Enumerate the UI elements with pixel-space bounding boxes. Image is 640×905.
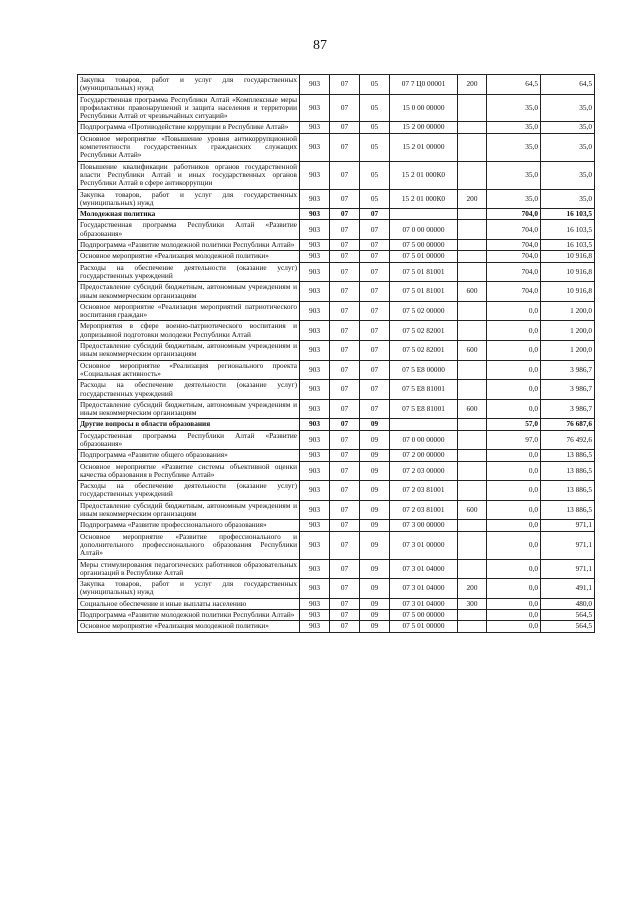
- grbs-code-cell: 903: [300, 341, 330, 361]
- amount-second-cell: 480,0: [541, 598, 595, 609]
- table-row: [78, 380, 595, 400]
- table-row: [78, 161, 595, 189]
- amount-first-cell: 704,0: [487, 209, 541, 220]
- amount-first-cell: 0,0: [487, 520, 541, 531]
- grbs-code-cell: 903: [300, 220, 330, 240]
- amount-second-cell: 491,1: [541, 579, 595, 599]
- amount-first-cell: 35,0: [487, 189, 541, 209]
- section-code-cell: 07: [330, 450, 360, 461]
- expense-type-code-cell: [458, 240, 487, 251]
- expense-type-code-cell: [458, 380, 487, 400]
- grbs-code-cell: 903: [300, 579, 330, 599]
- target-item-code-cell: 07 2 00 00000: [390, 450, 458, 461]
- table-row: [78, 399, 595, 419]
- target-item-code-cell: 07 5 00 00000: [390, 240, 458, 251]
- subsection-code-cell: 07: [360, 220, 390, 240]
- section-code-cell: 07: [330, 360, 360, 380]
- expense-type-code-cell: 600: [458, 399, 487, 419]
- table-row: [78, 251, 595, 262]
- section-code-cell: 07: [330, 301, 360, 321]
- target-item-code-cell: 07 5 01 00000: [390, 251, 458, 262]
- table-row: [78, 450, 595, 461]
- expense-type-code-cell: [458, 461, 487, 481]
- amount-second-cell: 971,1: [541, 520, 595, 531]
- amount-first-cell: 64,5: [487, 75, 541, 95]
- expense-name-cell: Другие вопросы в области образования: [78, 419, 300, 430]
- grbs-code-cell: 903: [300, 133, 330, 161]
- expense-type-code-cell: 600: [458, 282, 487, 302]
- amount-second-cell: 971,1: [541, 559, 595, 579]
- expense-type-code-cell: [458, 94, 487, 122]
- section-code-cell: 07: [330, 399, 360, 419]
- table-row: [78, 531, 595, 559]
- subsection-code-cell: 07: [360, 301, 390, 321]
- amount-first-cell: 57,0: [487, 419, 541, 430]
- expense-name-cell: Основное мероприятие «Развитие профессионального и дополнительного профессионального образования Республики Алтай»: [78, 531, 300, 559]
- subsection-code-cell: 07: [360, 380, 390, 400]
- expense-name-cell: Закупка товаров, работ и услуг для государственных (муниципальных) нужд: [78, 75, 300, 95]
- grbs-code-cell: 903: [300, 122, 330, 133]
- target-item-code-cell: 07 5 02 82001: [390, 321, 458, 341]
- target-item-code-cell: 07 5 E8 81001: [390, 380, 458, 400]
- table-row: [78, 430, 595, 450]
- amount-second-cell: 3 986,7: [541, 380, 595, 400]
- expense-type-code-cell: [458, 122, 487, 133]
- subsection-code-cell: 07: [360, 282, 390, 302]
- subsection-code-cell: 07: [360, 251, 390, 262]
- subsection-code-cell: 07: [360, 209, 390, 220]
- subsection-code-cell: 05: [360, 133, 390, 161]
- subsection-code-cell: 09: [360, 481, 390, 501]
- grbs-code-cell: 903: [300, 161, 330, 189]
- section-code-cell: 07: [330, 500, 360, 520]
- grbs-code-cell: 903: [300, 461, 330, 481]
- table-row: [78, 598, 595, 609]
- grbs-code-cell: 903: [300, 189, 330, 209]
- amount-second-cell: 10 916,8: [541, 262, 595, 282]
- target-item-code-cell: 07 2 03 00000: [390, 461, 458, 481]
- grbs-code-cell: 903: [300, 520, 330, 531]
- target-item-code-cell: 15 2 01 000К0: [390, 161, 458, 189]
- expense-type-code-cell: [458, 301, 487, 321]
- target-item-code-cell: 15 0 00 00000: [390, 94, 458, 122]
- amount-second-cell: 3 986,7: [541, 360, 595, 380]
- target-item-code-cell: 07 0 00 00000: [390, 430, 458, 450]
- section-code-cell: 07: [330, 209, 360, 220]
- target-item-code-cell: 07 3 01 04000: [390, 598, 458, 609]
- table-row: [78, 220, 595, 240]
- table-row: [78, 610, 595, 621]
- section-code-cell: 07: [330, 94, 360, 122]
- expense-name-cell: Подпрограмма «Развитие профессионального образования»: [78, 520, 300, 531]
- expense-type-code-cell: 600: [458, 341, 487, 361]
- target-item-code-cell: 07 5 02 82001: [390, 341, 458, 361]
- expense-name-cell: Государственная программа Республики Алтай «Комплексные меры профилактики правонарушений и защита населения и территории Республики Алтай от чрезвычайных ситуаций»: [78, 94, 300, 122]
- expense-name-cell: Государственная программа Республики Алтай «Развитие образования»: [78, 430, 300, 450]
- grbs-code-cell: 903: [300, 399, 330, 419]
- target-item-code-cell: 07 3 00 00000: [390, 520, 458, 531]
- target-item-code-cell: 07 0 00 00000: [390, 220, 458, 240]
- amount-second-cell: 564,5: [541, 621, 595, 632]
- expense-type-code-cell: [458, 481, 487, 501]
- expense-name-cell: Повышение квалификации работников органов государственной власти Республики Алтай и иных государственных органов Республики Алтай в сфере антикоррупции: [78, 161, 300, 189]
- amount-first-cell: 35,0: [487, 94, 541, 122]
- section-code-cell: 07: [330, 579, 360, 599]
- amount-second-cell: 1 200,0: [541, 341, 595, 361]
- amount-second-cell: 564,5: [541, 610, 595, 621]
- expense-name-cell: Основное мероприятие «Реализация молодежной политики»: [78, 251, 300, 262]
- section-code-cell: 07: [330, 461, 360, 481]
- amount-first-cell: 97,0: [487, 430, 541, 450]
- amount-second-cell: 3 986,7: [541, 399, 595, 419]
- expense-type-code-cell: [458, 321, 487, 341]
- section-code-cell: 07: [330, 621, 360, 632]
- expense-name-cell: Молодежная политика: [78, 209, 300, 220]
- table-row: [78, 621, 595, 632]
- subsection-code-cell: 07: [360, 240, 390, 251]
- expense-type-code-cell: [458, 559, 487, 579]
- target-item-code-cell: 07 3 01 00000: [390, 531, 458, 559]
- subsection-code-cell: 09: [360, 500, 390, 520]
- table-row: [78, 520, 595, 531]
- expense-type-code-cell: [458, 610, 487, 621]
- target-item-code-cell: 15 2 00 00000: [390, 122, 458, 133]
- target-item-code-cell: 07 2 03 81001: [390, 500, 458, 520]
- section-code-cell: 07: [330, 262, 360, 282]
- expense-name-cell: Государственная программа Республики Алтай «Развитие образования»: [78, 220, 300, 240]
- amount-first-cell: 0,0: [487, 341, 541, 361]
- table-row: [78, 94, 595, 122]
- expense-name-cell: Основное мероприятие «Реализация молодежной политики»: [78, 621, 300, 632]
- subsection-code-cell: 07: [360, 321, 390, 341]
- section-code-cell: 07: [330, 531, 360, 559]
- grbs-code-cell: 903: [300, 450, 330, 461]
- table-row: [78, 559, 595, 579]
- table-row: [78, 282, 595, 302]
- amount-first-cell: 0,0: [487, 360, 541, 380]
- section-code-cell: 07: [330, 380, 360, 400]
- subsection-code-cell: 09: [360, 610, 390, 621]
- section-code-cell: 07: [330, 251, 360, 262]
- amount-first-cell: 0,0: [487, 481, 541, 501]
- amount-second-cell: 13 886,5: [541, 461, 595, 481]
- section-code-cell: 07: [330, 481, 360, 501]
- table-row: [78, 461, 595, 481]
- subsection-code-cell: 09: [360, 579, 390, 599]
- section-code-cell: 07: [330, 598, 360, 609]
- amount-second-cell: 76 687,6: [541, 419, 595, 430]
- amount-first-cell: 0,0: [487, 610, 541, 621]
- target-item-code-cell: 07 5 01 00000: [390, 621, 458, 632]
- amount-second-cell: 35,0: [541, 122, 595, 133]
- section-code-cell: 07: [330, 122, 360, 133]
- table-row: [78, 321, 595, 341]
- table-row: [78, 209, 595, 220]
- grbs-code-cell: 903: [300, 610, 330, 621]
- amount-first-cell: 0,0: [487, 531, 541, 559]
- section-code-cell: 07: [330, 282, 360, 302]
- target-item-code-cell: 15 2 01 000К0: [390, 189, 458, 209]
- target-item-code-cell: 15 2 01 00000: [390, 133, 458, 161]
- expense-name-cell: Подпрограмма «Противодействие коррупции в Республике Алтай»: [78, 122, 300, 133]
- amount-first-cell: 0,0: [487, 301, 541, 321]
- expense-name-cell: Предоставление субсидий бюджетным, автономным учреждениям и иным некоммерческим организациям: [78, 399, 300, 419]
- section-code-cell: 07: [330, 321, 360, 341]
- grbs-code-cell: 903: [300, 94, 330, 122]
- expense-name-cell: Основное мероприятие «Реализация регионального проекта «Социальная активность»: [78, 360, 300, 380]
- amount-first-cell: 704,0: [487, 251, 541, 262]
- expense-type-code-cell: [458, 251, 487, 262]
- amount-second-cell: 971,1: [541, 531, 595, 559]
- amount-first-cell: 0,0: [487, 579, 541, 599]
- table-row: [78, 360, 595, 380]
- subsection-code-cell: 07: [360, 262, 390, 282]
- target-item-code-cell: 07 5 00 00000: [390, 610, 458, 621]
- expense-type-code-cell: [458, 430, 487, 450]
- expense-type-code-cell: 200: [458, 579, 487, 599]
- subsection-code-cell: 07: [360, 399, 390, 419]
- grbs-code-cell: 903: [300, 481, 330, 501]
- section-code-cell: 07: [330, 189, 360, 209]
- expense-type-code-cell: [458, 419, 487, 430]
- expense-type-code-cell: [458, 531, 487, 559]
- expense-name-cell: Расходы на обеспечение деятельности (оказание услуг) государственных учреждений: [78, 481, 300, 501]
- expense-type-code-cell: [458, 621, 487, 632]
- section-code-cell: 07: [330, 240, 360, 251]
- grbs-code-cell: 903: [300, 209, 330, 220]
- grbs-code-cell: 903: [300, 251, 330, 262]
- grbs-code-cell: 903: [300, 559, 330, 579]
- amount-second-cell: 76 492,6: [541, 430, 595, 450]
- amount-first-cell: 704,0: [487, 282, 541, 302]
- subsection-code-cell: 07: [360, 341, 390, 361]
- table-row: [78, 419, 595, 430]
- expense-type-code-cell: [458, 209, 487, 220]
- amount-first-cell: 35,0: [487, 161, 541, 189]
- section-code-cell: 07: [330, 133, 360, 161]
- subsection-code-cell: 09: [360, 461, 390, 481]
- subsection-code-cell: 05: [360, 75, 390, 95]
- table-row: [78, 341, 595, 361]
- section-code-cell: 07: [330, 559, 360, 579]
- grbs-code-cell: 903: [300, 419, 330, 430]
- amount-first-cell: 0,0: [487, 450, 541, 461]
- amount-second-cell: 13 886,5: [541, 450, 595, 461]
- target-item-code-cell: 07 7 Ц0 00001: [390, 75, 458, 95]
- section-code-cell: 07: [330, 341, 360, 361]
- target-item-code-cell: 07 3 01 04000: [390, 579, 458, 599]
- expense-name-cell: Подпрограмма «Развитие молодежной политики Республики Алтай»: [78, 240, 300, 251]
- target-item-code-cell: 07 5 E8 00000: [390, 360, 458, 380]
- table-row: [78, 500, 595, 520]
- table-row: [78, 133, 595, 161]
- budget-table: [77, 74, 595, 633]
- expense-type-code-cell: 200: [458, 189, 487, 209]
- subsection-code-cell: 05: [360, 189, 390, 209]
- amount-second-cell: 16 103,5: [541, 240, 595, 251]
- grbs-code-cell: 903: [300, 262, 330, 282]
- target-item-code-cell: [390, 209, 458, 220]
- expense-type-code-cell: [458, 161, 487, 189]
- grbs-code-cell: 903: [300, 380, 330, 400]
- expense-type-code-cell: [458, 450, 487, 461]
- subsection-code-cell: 09: [360, 450, 390, 461]
- table-row: [78, 75, 595, 95]
- subsection-code-cell: 05: [360, 122, 390, 133]
- expense-name-cell: Закупка товаров, работ и услуг для государственных (муниципальных) нужд: [78, 579, 300, 599]
- section-code-cell: 07: [330, 75, 360, 95]
- expense-type-code-cell: [458, 360, 487, 380]
- subsection-code-cell: 05: [360, 94, 390, 122]
- amount-first-cell: 0,0: [487, 621, 541, 632]
- subsection-code-cell: 09: [360, 531, 390, 559]
- amount-second-cell: 10 916,8: [541, 282, 595, 302]
- expense-name-cell: Меры стимулирования педагогических работников образовательных организаций в Республике Алтай: [78, 559, 300, 579]
- expense-type-code-cell: 600: [458, 500, 487, 520]
- target-item-code-cell: [390, 419, 458, 430]
- expense-type-code-cell: 300: [458, 598, 487, 609]
- amount-first-cell: 35,0: [487, 133, 541, 161]
- grbs-code-cell: 903: [300, 531, 330, 559]
- subsection-code-cell: 09: [360, 520, 390, 531]
- amount-second-cell: 64,5: [541, 75, 595, 95]
- expense-name-cell: Мероприятия в сфере военно-патриотического воспитания и допризывной подготовки молодежи Республики Алтай: [78, 321, 300, 341]
- target-item-code-cell: 07 3 01 04000: [390, 559, 458, 579]
- section-code-cell: 07: [330, 430, 360, 450]
- amount-first-cell: 0,0: [487, 380, 541, 400]
- amount-second-cell: 13 886,5: [541, 500, 595, 520]
- expense-type-code-cell: [458, 133, 487, 161]
- amount-first-cell: 704,0: [487, 220, 541, 240]
- amount-first-cell: 0,0: [487, 500, 541, 520]
- expense-name-cell: Расходы на обеспечение деятельности (оказание услуг) государственных учреждений: [78, 380, 300, 400]
- table-row: [78, 262, 595, 282]
- grbs-code-cell: 903: [300, 598, 330, 609]
- table-row: [78, 579, 595, 599]
- expense-name-cell: Предоставление субсидий бюджетным, автономным учреждениям и иным некоммерческим организациям: [78, 500, 300, 520]
- amount-second-cell: 16 103,5: [541, 220, 595, 240]
- target-item-code-cell: 07 2 03 81001: [390, 481, 458, 501]
- amount-second-cell: 13 886,5: [541, 481, 595, 501]
- section-code-cell: 07: [330, 161, 360, 189]
- target-item-code-cell: 07 5 02 00000: [390, 301, 458, 321]
- target-item-code-cell: 07 5 E8 81001: [390, 399, 458, 419]
- grbs-code-cell: 903: [300, 75, 330, 95]
- target-item-code-cell: 07 5 01 81001: [390, 282, 458, 302]
- subsection-code-cell: 09: [360, 419, 390, 430]
- expense-name-cell: Предоставление субсидий бюджетным, автономным учреждениям и иным некоммерческим организациям: [78, 341, 300, 361]
- expense-name-cell: Предоставление субсидий бюджетным, автономным учреждениям и иным некоммерческим организациям: [78, 282, 300, 302]
- expense-name-cell: Закупка товаров, работ и услуг для государственных (муниципальных) нужд: [78, 189, 300, 209]
- section-code-cell: 07: [330, 610, 360, 621]
- amount-first-cell: 0,0: [487, 321, 541, 341]
- table-row: [78, 481, 595, 501]
- expense-name-cell: Основное мероприятие «Повышение уровня антикоррупционной компетентности государственных гражданских служащих Республики Алтай»: [78, 133, 300, 161]
- expense-type-code-cell: 200: [458, 75, 487, 95]
- expense-name-cell: Основное мероприятие «Реализация мероприятий патриотического воспитания граждан»: [78, 301, 300, 321]
- grbs-code-cell: 903: [300, 430, 330, 450]
- section-code-cell: 07: [330, 520, 360, 531]
- subsection-code-cell: 05: [360, 161, 390, 189]
- amount-second-cell: 35,0: [541, 133, 595, 161]
- amount-second-cell: 1 200,0: [541, 321, 595, 341]
- amount-first-cell: 0,0: [487, 399, 541, 419]
- expense-name-cell: Расходы на обеспечение деятельности (оказание услуг) государственных учреждений: [78, 262, 300, 282]
- table-row: [78, 189, 595, 209]
- subsection-code-cell: 09: [360, 559, 390, 579]
- target-item-code-cell: 07 5 01 81001: [390, 262, 458, 282]
- table-row: [78, 240, 595, 251]
- amount-second-cell: 35,0: [541, 94, 595, 122]
- grbs-code-cell: 903: [300, 621, 330, 632]
- subsection-code-cell: 09: [360, 430, 390, 450]
- table-row: [78, 301, 595, 321]
- amount-second-cell: 35,0: [541, 161, 595, 189]
- table-row: [78, 122, 595, 133]
- grbs-code-cell: 903: [300, 282, 330, 302]
- section-code-cell: 07: [330, 419, 360, 430]
- expense-type-code-cell: [458, 220, 487, 240]
- amount-second-cell: 16 103,5: [541, 209, 595, 220]
- grbs-code-cell: 903: [300, 240, 330, 251]
- expense-name-cell: Подпрограмма «Развитие молодежной политики Республики Алтай»: [78, 610, 300, 621]
- expense-type-code-cell: [458, 262, 487, 282]
- section-code-cell: 07: [330, 220, 360, 240]
- grbs-code-cell: 903: [300, 500, 330, 520]
- expense-name-cell: Основное мероприятие «Развитие системы объективной оценки качества образования в Республике Алтай»: [78, 461, 300, 481]
- amount-first-cell: 0,0: [487, 598, 541, 609]
- amount-second-cell: 10 916,8: [541, 251, 595, 262]
- grbs-code-cell: 903: [300, 321, 330, 341]
- expense-type-code-cell: [458, 520, 487, 531]
- amount-second-cell: 35,0: [541, 189, 595, 209]
- amount-first-cell: 704,0: [487, 240, 541, 251]
- page-number: 87: [313, 38, 327, 53]
- amount-first-cell: 0,0: [487, 461, 541, 481]
- table-body: [78, 75, 595, 633]
- grbs-code-cell: 903: [300, 360, 330, 380]
- subsection-code-cell: 09: [360, 598, 390, 609]
- subsection-code-cell: 07: [360, 360, 390, 380]
- expense-name-cell: Подпрограмма «Развитие общего образования»: [78, 450, 300, 461]
- amount-first-cell: 704,0: [487, 262, 541, 282]
- amount-first-cell: 0,0: [487, 559, 541, 579]
- amount-first-cell: 35,0: [487, 122, 541, 133]
- subsection-code-cell: 09: [360, 621, 390, 632]
- grbs-code-cell: 903: [300, 301, 330, 321]
- expense-name-cell: Социальное обеспечение и иные выплаты населению: [78, 598, 300, 609]
- amount-second-cell: 1 200,0: [541, 301, 595, 321]
